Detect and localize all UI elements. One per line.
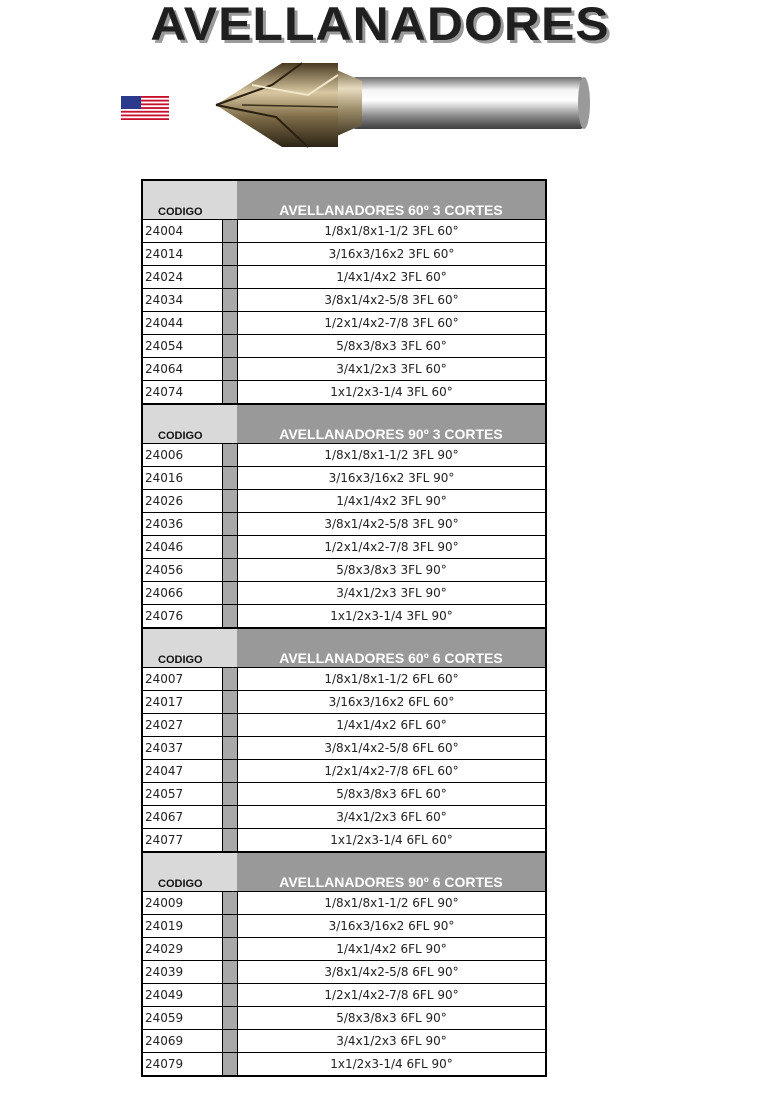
table-row bbox=[143, 759, 545, 782]
table-row bbox=[143, 805, 545, 828]
product-code: 24034 bbox=[143, 289, 223, 311]
section-header bbox=[143, 405, 545, 443]
row-divider-bar bbox=[223, 582, 238, 604]
product-code: 24057 bbox=[143, 783, 223, 805]
section-title bbox=[237, 629, 545, 667]
table-row bbox=[143, 466, 545, 489]
row-divider-bar bbox=[223, 243, 238, 265]
table-row bbox=[143, 1006, 545, 1029]
product-code: 24037 bbox=[143, 737, 223, 759]
product-description: 1x1/2x3-1/4 6FL 60° bbox=[330, 833, 453, 847]
table-row bbox=[143, 983, 545, 1006]
row-divider-bar bbox=[223, 312, 238, 334]
row-divider-bar bbox=[223, 335, 238, 357]
code-column-header-label: CODIGO bbox=[158, 206, 203, 218]
product-description: 3/4x1/2x3 6FL 90° bbox=[336, 1034, 447, 1048]
product-code: 24017 bbox=[143, 691, 223, 713]
product-code: 24036 bbox=[143, 513, 223, 535]
table-row bbox=[143, 604, 545, 627]
row-divider-bar bbox=[223, 760, 238, 782]
row-divider-bar bbox=[223, 783, 238, 805]
section-title bbox=[237, 853, 545, 891]
table-row bbox=[143, 242, 545, 265]
product-description: 1/2x1/4x2-7/8 6FL 60° bbox=[324, 764, 459, 778]
product-description: 3/16x3/16x2 3FL 90° bbox=[328, 471, 455, 485]
product-code: 24056 bbox=[143, 559, 223, 581]
code-column-header bbox=[143, 629, 237, 667]
product-code: 24019 bbox=[143, 915, 223, 937]
row-divider-bar bbox=[223, 266, 238, 288]
table-section bbox=[143, 181, 545, 403]
table-row bbox=[143, 667, 545, 690]
section-title-label: AVELLANADORES 90º 3 CORTES bbox=[279, 426, 503, 442]
product-description: 1x1/2x3-1/4 3FL 60° bbox=[330, 385, 453, 399]
code-column-header bbox=[143, 405, 237, 443]
row-divider-bar bbox=[223, 289, 238, 311]
product-code: 24016 bbox=[143, 467, 223, 489]
product-code: 24067 bbox=[143, 806, 223, 828]
row-divider-bar bbox=[223, 961, 238, 983]
product-description: 3/4x1/2x3 6FL 60° bbox=[336, 810, 447, 824]
table-row bbox=[143, 581, 545, 604]
row-divider-bar bbox=[223, 605, 238, 627]
row-divider-bar bbox=[223, 513, 238, 535]
table-row bbox=[143, 265, 545, 288]
product-code: 24039 bbox=[143, 961, 223, 983]
table-row bbox=[143, 937, 545, 960]
row-divider-bar bbox=[223, 915, 238, 937]
section-title bbox=[237, 181, 545, 219]
us-flag-icon bbox=[121, 96, 169, 120]
product-description: 1/2x1/4x2-7/8 3FL 90° bbox=[324, 540, 459, 554]
table-row bbox=[143, 288, 545, 311]
table-row bbox=[143, 1029, 545, 1052]
product-description: 5/8x3/8x3 6FL 90° bbox=[336, 1011, 447, 1025]
product-description: 3/4x1/2x3 3FL 90° bbox=[336, 586, 447, 600]
product-code: 24079 bbox=[143, 1053, 223, 1075]
product-description: 1/4x1/4x2 6FL 90° bbox=[336, 942, 447, 956]
code-column-header bbox=[143, 853, 237, 891]
product-description: 1x1/2x3-1/4 6FL 90° bbox=[330, 1057, 453, 1071]
product-code: 24047 bbox=[143, 760, 223, 782]
product-description: 3/8x1/4x2-5/8 6FL 60° bbox=[324, 741, 459, 755]
row-divider-bar bbox=[223, 938, 238, 960]
product-description: 1/4x1/4x2 3FL 60° bbox=[336, 270, 447, 284]
row-divider-bar bbox=[223, 467, 238, 489]
product-description: 1x1/2x3-1/4 3FL 90° bbox=[330, 609, 453, 623]
table-row bbox=[143, 960, 545, 983]
table-row bbox=[143, 535, 545, 558]
product-code: 24074 bbox=[143, 381, 223, 403]
row-divider-bar bbox=[223, 714, 238, 736]
product-table bbox=[141, 179, 547, 1077]
product-code: 24049 bbox=[143, 984, 223, 1006]
product-code: 24026 bbox=[143, 490, 223, 512]
table-row bbox=[143, 380, 545, 403]
row-divider-bar bbox=[223, 806, 238, 828]
section-title-label: AVELLANADORES 90º 6 CORTES bbox=[279, 874, 503, 890]
product-code: 24046 bbox=[143, 536, 223, 558]
row-divider-bar bbox=[223, 691, 238, 713]
product-code: 24059 bbox=[143, 1007, 223, 1029]
table-row bbox=[143, 311, 545, 334]
product-description: 3/16x3/16x2 3FL 60° bbox=[328, 247, 455, 261]
section-header bbox=[143, 629, 545, 667]
product-description: 5/8x3/8x3 3FL 60° bbox=[336, 339, 447, 353]
code-column-header bbox=[143, 181, 237, 219]
row-divider-bar bbox=[223, 559, 238, 581]
row-divider-bar bbox=[223, 829, 238, 851]
product-code: 24069 bbox=[143, 1030, 223, 1052]
product-description: 5/8x3/8x3 3FL 90° bbox=[336, 563, 447, 577]
section-header bbox=[143, 853, 545, 891]
table-row bbox=[143, 782, 545, 805]
row-divider-bar bbox=[223, 892, 238, 914]
product-code: 24054 bbox=[143, 335, 223, 357]
countersink-tool-image bbox=[212, 55, 592, 155]
table-row bbox=[143, 489, 545, 512]
table-row bbox=[143, 512, 545, 535]
product-description: 3/4x1/2x3 3FL 60° bbox=[336, 362, 447, 376]
table-row bbox=[143, 891, 545, 914]
product-description: 3/8x1/4x2-5/8 6FL 90° bbox=[324, 965, 459, 979]
product-code: 24044 bbox=[143, 312, 223, 334]
product-description: 1/8x1/8x1-1/2 6FL 90° bbox=[324, 896, 459, 910]
product-code: 24024 bbox=[143, 266, 223, 288]
table-row bbox=[143, 914, 545, 937]
product-code: 24066 bbox=[143, 582, 223, 604]
page-title: AVELLANADORES bbox=[150, 0, 610, 51]
section-header bbox=[143, 181, 545, 219]
table-row bbox=[143, 219, 545, 242]
product-description: 1/4x1/4x2 6FL 60° bbox=[336, 718, 447, 732]
row-divider-bar bbox=[223, 737, 238, 759]
product-description: 5/8x3/8x3 6FL 60° bbox=[336, 787, 447, 801]
product-description: 3/8x1/4x2-5/8 3FL 60° bbox=[324, 293, 459, 307]
product-description: 3/16x3/16x2 6FL 90° bbox=[328, 919, 455, 933]
table-section bbox=[143, 851, 545, 1075]
row-divider-bar bbox=[223, 668, 238, 690]
section-title-label: AVELLANADORES 60º 6 CORTES bbox=[279, 650, 503, 666]
product-code: 24009 bbox=[143, 892, 223, 914]
row-divider-bar bbox=[223, 381, 238, 403]
table-row bbox=[143, 1052, 545, 1075]
product-code: 24014 bbox=[143, 243, 223, 265]
table-row bbox=[143, 558, 545, 581]
row-divider-bar bbox=[223, 1030, 238, 1052]
row-divider-bar bbox=[223, 984, 238, 1006]
table-row bbox=[143, 713, 545, 736]
code-column-header-label: CODIGO bbox=[158, 430, 203, 442]
section-title bbox=[237, 405, 545, 443]
product-code: 24077 bbox=[143, 829, 223, 851]
code-column-header-label: CODIGO bbox=[158, 654, 203, 666]
product-code: 24007 bbox=[143, 668, 223, 690]
product-description: 1/8x1/8x1-1/2 6FL 60° bbox=[324, 672, 459, 686]
product-description: 3/16x3/16x2 6FL 60° bbox=[328, 695, 455, 709]
row-divider-bar bbox=[223, 536, 238, 558]
table-row bbox=[143, 690, 545, 713]
product-code: 24076 bbox=[143, 605, 223, 627]
product-code: 24004 bbox=[143, 220, 223, 242]
table-row bbox=[143, 443, 545, 466]
row-divider-bar bbox=[223, 358, 238, 380]
table-row bbox=[143, 736, 545, 759]
table-row bbox=[143, 334, 545, 357]
row-divider-bar bbox=[223, 1007, 238, 1029]
row-divider-bar bbox=[223, 220, 238, 242]
product-description: 1/8x1/8x1-1/2 3FL 90° bbox=[324, 448, 459, 462]
row-divider-bar bbox=[223, 1053, 238, 1075]
product-description: 1/2x1/4x2-7/8 6FL 90° bbox=[324, 988, 459, 1002]
code-column-header-label: CODIGO bbox=[158, 878, 203, 890]
product-description: 1/8x1/8x1-1/2 3FL 60° bbox=[324, 224, 459, 238]
table-row bbox=[143, 357, 545, 380]
product-code: 24064 bbox=[143, 358, 223, 380]
table-row bbox=[143, 828, 545, 851]
product-description: 1/2x1/4x2-7/8 3FL 60° bbox=[324, 316, 459, 330]
row-divider-bar bbox=[223, 490, 238, 512]
product-code: 24006 bbox=[143, 444, 223, 466]
product-code: 24029 bbox=[143, 938, 223, 960]
table-section bbox=[143, 403, 545, 627]
product-description: 1/4x1/4x2 3FL 90° bbox=[336, 494, 447, 508]
product-code: 24027 bbox=[143, 714, 223, 736]
table-section bbox=[143, 627, 545, 851]
section-title-label: AVELLANADORES 60º 3 CORTES bbox=[279, 202, 503, 218]
row-divider-bar bbox=[223, 444, 238, 466]
product-description: 3/8x1/4x2-5/8 3FL 90° bbox=[324, 517, 459, 531]
